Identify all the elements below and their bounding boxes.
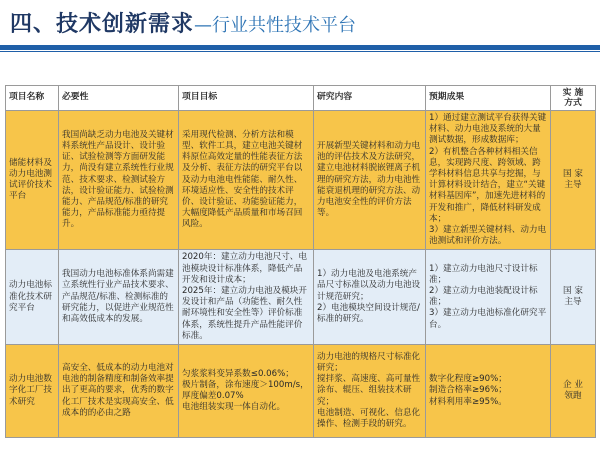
cell-content: 开展新型关键材料和动力电池的评估技术及方法研究，建立电池材料脱嵌锂离子机理的研究方法，动力电池性能衰退机理的研究方法、动力电池安全性的评价方法等。 [314,111,426,250]
result-item: 3）建立新型关键材料、动力电池测试和评价方法。 [429,225,547,247]
title-underline-thin [0,51,600,52]
cell-name: 动力电池标准化技术研究平台 [6,250,59,345]
slide-title [10,7,356,38]
header-mode: 实 施 方式 [551,86,596,111]
cell-content: 1）动力电池及电池系统产品尺寸标准以及动力电池设计规范研究； 2）电池模块空间设计规范/标准的研究。 [314,250,426,345]
title-sub: —行业共性技术平台 [194,15,357,36]
cell-goals: 2020年：建立动力电池尺寸、电池模块设计标准体系，降低产品开发和设计成本； 2025年：建立动力电池及模块开发设计和产品（功能性、耐久性耐环境性和安全性等）评价标准体系，系统性提升产品性能评价标准。 [179,250,314,345]
title-underline [0,45,600,50]
cell-necessity: 我国动力电池标准体系尚需建立系统性行业产品技术要求、产品规范/标准、检测标准的研究能力，以促进产业规范性和高效低成本的发展。 [59,250,179,345]
table-header-row [6,86,596,111]
cell-results [426,250,551,345]
header-project-name: 项目名称 [6,86,59,111]
cell-results [426,345,551,438]
header-content: 研究内容 [314,86,426,111]
table-row [6,111,596,250]
result-item: 数字化程度≥90%； [429,374,507,385]
result-item: 1）通过建立测试平台获得关键材料、动力电池及系统的大量测试数据，形成数据库； [429,113,547,146]
title-bar [0,0,600,44]
cell-mode: 国 家 主导 [551,111,596,250]
cell-necessity: 高安全、低成本的动力电池对电池的制备精度和制备效率提出了更高的要求，优秀的数字化工厂技术是实现高安全、低成本的的必由之路 [59,345,179,438]
result-item: 1）建立动力电池尺寸设计标准； [429,263,538,285]
cell-content: 动力电池的规格尺寸标准化研究； 搅拌浆、高速度、高可量性涂布、辊压、组装技术研究； 电池制造、可视化、信息化操作、检测手段的研究。 [314,345,426,438]
table-row [6,250,596,345]
cell-necessity: 我国尚缺乏动力电池及关键材料系统性产品设计、设计验证、试验检测等方面研发能力，尚没有建立系统性行业规范、技术要求、检测试验方法，设计验证能力、试验检测能力、产品规范/标准的研究能力，产品标准能力亟待提升。 [59,111,179,250]
result-item: 3）建立动力电池标准化研究平台。 [429,308,547,330]
cell-goals: 匀浆浆料变异系数≤0.06%； 极片制备，涂布速度＞100m/s，厚度偏差0.07% 电池组装实现一体自动化。 [179,345,314,438]
result-item: 2）有机整合各种材料相关信息，实现跨尺度、跨领域、跨学科材料信息共享与挖掘，与计算材料设计结合，建立“关键材料基因库”，加速先进材料的开发和推广，降低材料研发成本； [429,146,546,224]
cell-mode: 企 业 领跑 [551,345,596,438]
cell-goals: 采用现代检测、分析方法和模型、软件工具，建立电池关键材料原位高效定量的性能表征方法及分析、表征方法的研究平台以及动力电池电性能能、耐久性、环境适应性、安全性的技术评价、设计验证、功能验证能力，大幅度降低产品质量和市场召回风险。 [179,111,314,250]
cell-mode: 国 家 主导 [551,250,596,345]
table-row [6,345,596,438]
cell-name: 动力电池数字化工厂技术研究 [6,345,59,438]
cell-name: 储能材料及动力电池测试评价技术平台 [6,111,59,250]
result-item: 制造合格率≥96%； [429,385,507,396]
cell-results [426,111,551,250]
result-item: 2）建立动力电池装配设计标准； [429,286,538,308]
requirements-table [5,85,596,438]
header-goals: 项目目标 [179,86,314,111]
title-main: 四、技术创新需求 [10,12,195,37]
header-necessity: 必要性 [59,86,179,111]
header-results: 预期成果 [426,86,551,111]
result-item: 材料利用率≥95%。 [429,396,507,407]
